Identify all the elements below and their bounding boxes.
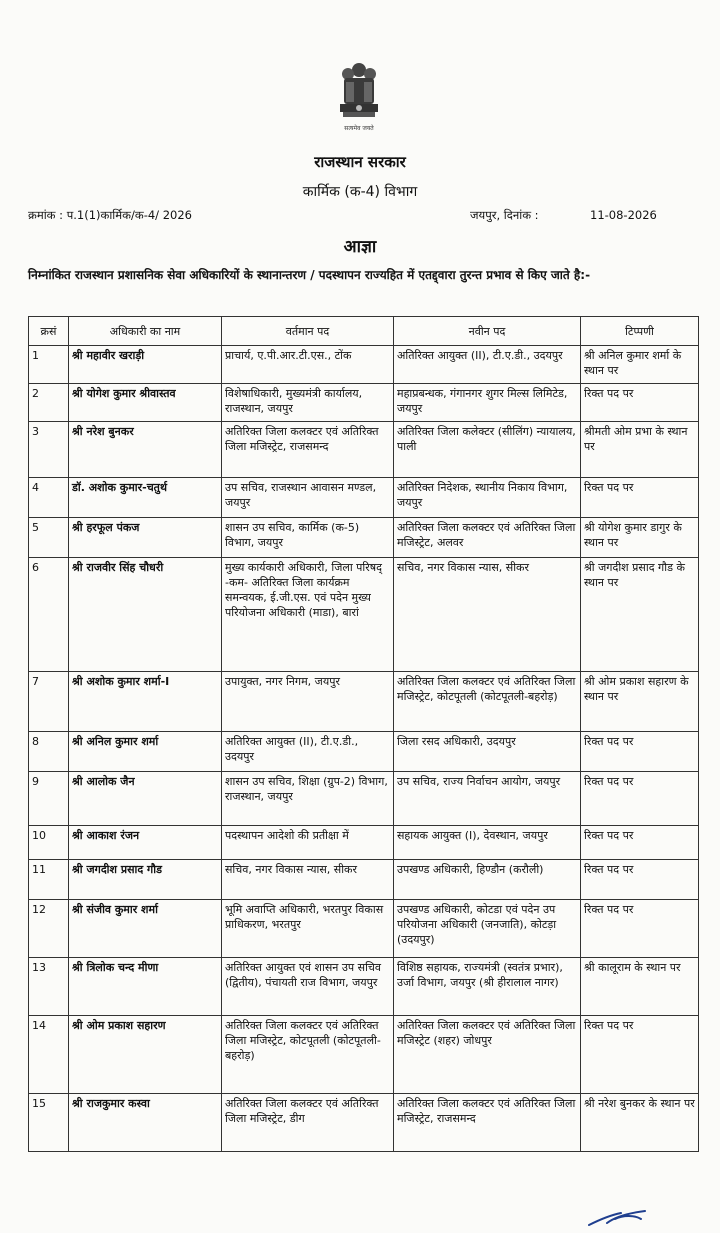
remark-cell: श्री जगदीश प्रसाद गौड के स्थान पर [581,558,699,672]
new-post-cell: अतिरिक्त जिला कलक्टर एवं अतिरिक्त जिला मजिस्ट्रेट (शहर) जोधपुर [394,1016,581,1094]
new-post-cell: अतिरिक्त आयुक्त (II), टी.ए.डी., उदयपुर [394,346,581,384]
government-title: राजस्थान सरकार [314,153,406,171]
table-row [29,958,699,1016]
table-row [29,1094,699,1152]
svg-text:सत्यमेव जयते: सत्यमेव जयते [344,125,374,132]
table-row [29,826,699,860]
table-row [29,346,699,384]
name-cell: श्री महावीर खराड़ी [69,346,222,384]
name-cell: श्री संजीव कुमार शर्मा [69,900,222,958]
new-post-cell: उप सचिव, राज्य निर्वाचन आयोग, जयपुर [394,772,581,826]
new-post-cell: अतिरिक्त जिला कलक्टर एवं अतिरिक्त जिला मजिस्ट्रेट, राजसमन्द [394,1094,581,1152]
current-post-cell: उप सचिव, राजस्थान आवासन मण्डल, जयपुर [222,478,394,518]
name-cell: श्री हरफूल पंकज [69,518,222,558]
name-cell: श्री राजकुमार कस्वा [69,1094,222,1152]
serial-cell: 7 [29,672,69,732]
new-post-cell: अतिरिक्त निदेशक, स्थानीय निकाय विभाग, जयपुर [394,478,581,518]
serial-cell: 2 [29,384,69,422]
name-cell: श्री आकाश रंजन [69,826,222,860]
column-header-remark: टिप्पणी [581,317,699,346]
reference-number: क्रमांक : प.1(1)कार्मिक/क-4/ 2026 [28,208,192,222]
current-post-cell: प्राचार्य, ए.पी.आर.टी.एस., टोंक [222,346,394,384]
new-post-cell: महाप्रबन्धक, गंगानगर शुगर मिल्स लिमिटेड, जयपुर [394,384,581,422]
remark-cell: रिक्त पद पर [581,772,699,826]
remark-cell: रिक्त पद पर [581,732,699,772]
current-post-cell: पदस्थापन आदेशो की प्रतीक्षा में [222,826,394,860]
current-post-cell: भूमि अवाप्ति अधिकारी, भरतपुर विकास प्राधिकरण, भरतपुर [222,900,394,958]
current-post-cell: अतिरिक्त जिला कलक्टर एवं अतिरिक्त जिला मजिस्ट्रेट, कोटपूतली (कोटपूतली-बहरोड़) [222,1016,394,1094]
serial-cell: 13 [29,958,69,1016]
remark-cell: श्री कालूराम के स्थान पर [581,958,699,1016]
new-post-cell: जिला रसद अधिकारी, उदयपुर [394,732,581,772]
current-post-cell: उपायुक्त, नगर निगम, जयपुर [222,672,394,732]
table-row [29,422,699,478]
serial-cell: 8 [29,732,69,772]
new-post-cell: उपखण्ड अधिकारी, हिण्डौन (करौली) [394,860,581,900]
serial-cell: 12 [29,900,69,958]
table-row [29,732,699,772]
current-post-cell: शासन उप सचिव, शिक्षा (ग्रुप-2) विभाग, राजस्थान, जयपुर [222,772,394,826]
table-header-row [29,317,699,346]
name-cell: श्री जगदीश प्रसाद गौड [69,860,222,900]
table-row [29,772,699,826]
serial-cell: 6 [29,558,69,672]
remark-cell: श्री योगेश कुमार डागुर के स्थान पर [581,518,699,558]
new-post-cell: अतिरिक्त जिला कलक्टर एवं अतिरिक्त जिला मजिस्ट्रेट, कोटपूतली (कोटपूतली-बहरोड़) [394,672,581,732]
remark-cell: रिक्त पद पर [581,384,699,422]
serial-cell: 9 [29,772,69,826]
intro-text: निम्नांकित राजस्थान प्रशासनिक सेवा अधिकारियों के स्थानान्तरण / पदस्थापन राज्यहित में एतद्द्वारा तुरन्त प्रभाव से किए जाते है:- [28,268,591,282]
transfer-table [28,316,699,1152]
state-emblem-icon [330,58,388,138]
table-row [29,1016,699,1094]
name-cell: श्री योगेश कुमार श्रीवास्तव [69,384,222,422]
name-cell: श्री नरेश बुनकर [69,422,222,478]
new-post-cell: सचिव, नगर विकास न्यास, सीकर [394,558,581,672]
remark-cell: श्री ओम प्रकाश सहारण के स्थान पर [581,672,699,732]
serial-cell: 5 [29,518,69,558]
current-post-cell: अतिरिक्त आयुक्त (II), टी.ए.डी., उदयपुर [222,732,394,772]
table-row [29,860,699,900]
column-header-current-post: वर्तमान पद [222,317,394,346]
column-header-serial: क्रसं [29,317,69,346]
new-post-cell: उपखण्ड अधिकारी, कोटडा एवं पदेन उप परियोजना अधिकारी (जनजाति), कोटड़ा (उदयपुर) [394,900,581,958]
serial-cell: 10 [29,826,69,860]
serial-cell: 11 [29,860,69,900]
current-post-cell: अतिरिक्त आयुक्त एवं शासन उप सचिव (द्वितीय), पंचायती राज विभाग, जयपुर [222,958,394,1016]
remark-cell: रिक्त पद पर [581,1016,699,1094]
current-post-cell: विशेषाधिकारी, मुख्यमंत्री कार्यालय, राजस्थान, जयपुर [222,384,394,422]
place-label: जयपुर, दिनांक : [470,208,539,222]
remark-cell: रिक्त पद पर [581,900,699,958]
order-date: 11-08-2026 [590,208,657,222]
table-row [29,384,699,422]
remark-cell: श्रीमती ओम प्रभा के स्थान पर [581,422,699,478]
department-title: कार्मिक (क-4) विभाग [302,184,418,200]
table-row [29,478,699,518]
serial-cell: 15 [29,1094,69,1152]
remark-cell: रिक्त पद पर [581,478,699,518]
new-post-cell: सहायक आयुक्त (I), देवस्थान, जयपुर [394,826,581,860]
name-cell: श्री अशोक कुमार शर्मा-I [69,672,222,732]
remark-cell: श्री अनिल कुमार शर्मा के स्थान पर [581,346,699,384]
signature-mark [585,1205,655,1229]
table-row [29,518,699,558]
table-row [29,558,699,672]
name-cell: श्री त्रिलोक चन्द मीणा [69,958,222,1016]
new-post-cell: अतिरिक्त जिला कलक्टर एवं अतिरिक्त जिला मजिस्ट्रेट, अलवर [394,518,581,558]
remark-cell: रिक्त पद पर [581,860,699,900]
order-title: आज्ञा [343,237,377,257]
remark-cell: रिक्त पद पर [581,826,699,860]
current-post-cell: सचिव, नगर विकास न्यास, सीकर [222,860,394,900]
serial-cell: 3 [29,422,69,478]
table-row [29,900,699,958]
current-post-cell: शासन उप सचिव, कार्मिक (क-5) विभाग, जयपुर [222,518,394,558]
name-cell: श्री राजवीर सिंह चौधरी [69,558,222,672]
serial-cell: 14 [29,1016,69,1094]
name-cell: श्री ओम प्रकाश सहारण [69,1016,222,1094]
column-header-name: अधिकारी का नाम [69,317,222,346]
current-post-cell: अतिरिक्त जिला कलक्टर एवं अतिरिक्त जिला मजिस्ट्रेट, डीग [222,1094,394,1152]
current-post-cell: अतिरिक्त जिला कलक्टर एवं अतिरिक्त जिला मजिस्ट्रेट, राजसमन्द [222,422,394,478]
serial-cell: 1 [29,346,69,384]
new-post-cell: विशिष्ठ सहायक, राज्यमंत्री (स्वतंत्र प्रभार), उर्जा विभाग, जयपुर (श्री हीरालाल नागर) [394,958,581,1016]
name-cell: श्री अनिल कुमार शर्मा [69,732,222,772]
name-cell: डॉ. अशोक कुमार-चतुर्थ [69,478,222,518]
new-post-cell: अतिरिक्त जिला कलेक्टर (सीलिंग) न्यायालय, पाली [394,422,581,478]
current-post-cell: मुख्य कार्यकारी अधिकारी, जिला परिषद् -कम- अतिरिक्त जिला कार्यक्रम समन्वयक, ई.जी.एस. एवं पदेन मुख्य परियोजना अधिकारी (माडा), बारां [222,558,394,672]
name-cell: श्री आलोक जैन [69,772,222,826]
table-row [29,672,699,732]
column-header-new-post: नवीन पद [394,317,581,346]
remark-cell: श्री नरेश बुनकर के स्थान पर [581,1094,699,1152]
serial-cell: 4 [29,478,69,518]
